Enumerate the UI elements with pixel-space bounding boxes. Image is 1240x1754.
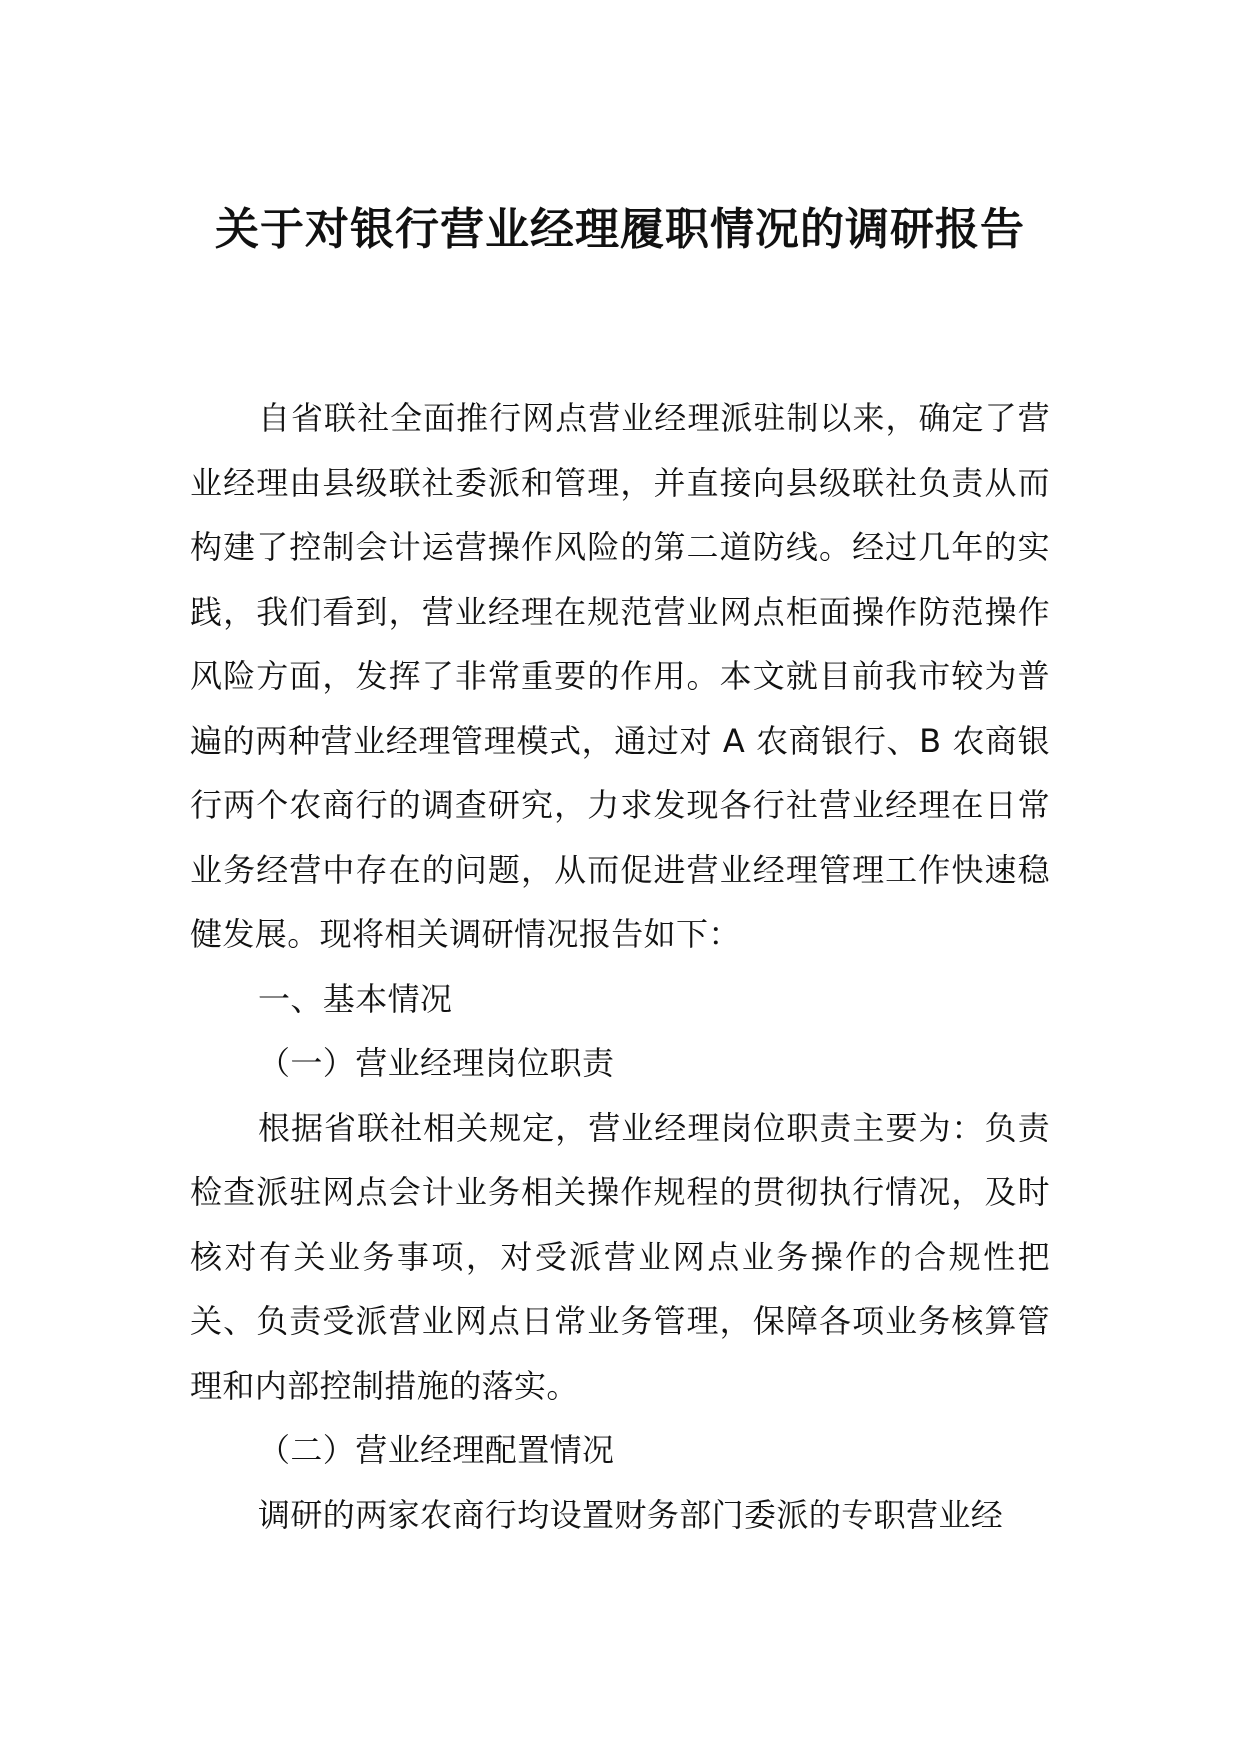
staffing-paragraph: 调研的两家农商行均设置财务部门委派的专职营业经 <box>258 1495 1004 1534</box>
document-title: 关于对银行营业经理履职情况的调研报告 <box>215 204 1025 255</box>
section-heading-basic-situation: 一、基本情况 <box>258 979 453 1018</box>
intro-paragraph: 自省联社全面推行网点营业经理派驻制以来，确定了营业经理由县级联社委派和管理，并直接向县级联社负责从而构建了控制会计运营操作风险的第二道防线。经过几年的实践，我们看到，营业经理在规范营业网点柜面操作防范操作风险方面，发挥了非常重要的作用。本文就目前我市较为普遍的两种营业经理管理模式，通过对 A 农商银行、B 农商银行两个农商行的调查研究，力求发现各行社营业经理在日常业务经营中存在的问题，从而促进营业经理管理工作快速稳健发展。现将相关调研情况报告如下： <box>190 399 1050 953</box>
document-body <box>190 386 1050 1547</box>
subsection-heading-staffing: （二）营业经理配置情况 <box>258 1431 615 1469</box>
subsection-heading-job-duties: （一）营业经理岗位职责 <box>258 1044 615 1082</box>
job-duties-paragraph: 根据省联社相关规定，营业经理岗位职责主要为：负责检查派驻网点会计业务相关操作规程的贯彻执行情况，及时核对有关业务事项，对受派营业网点业务操作的合规性把关、负责受派营业网点日常业务管理，保障各项业务核算管理和内部控制措施的落实。 <box>190 1108 1050 1405</box>
